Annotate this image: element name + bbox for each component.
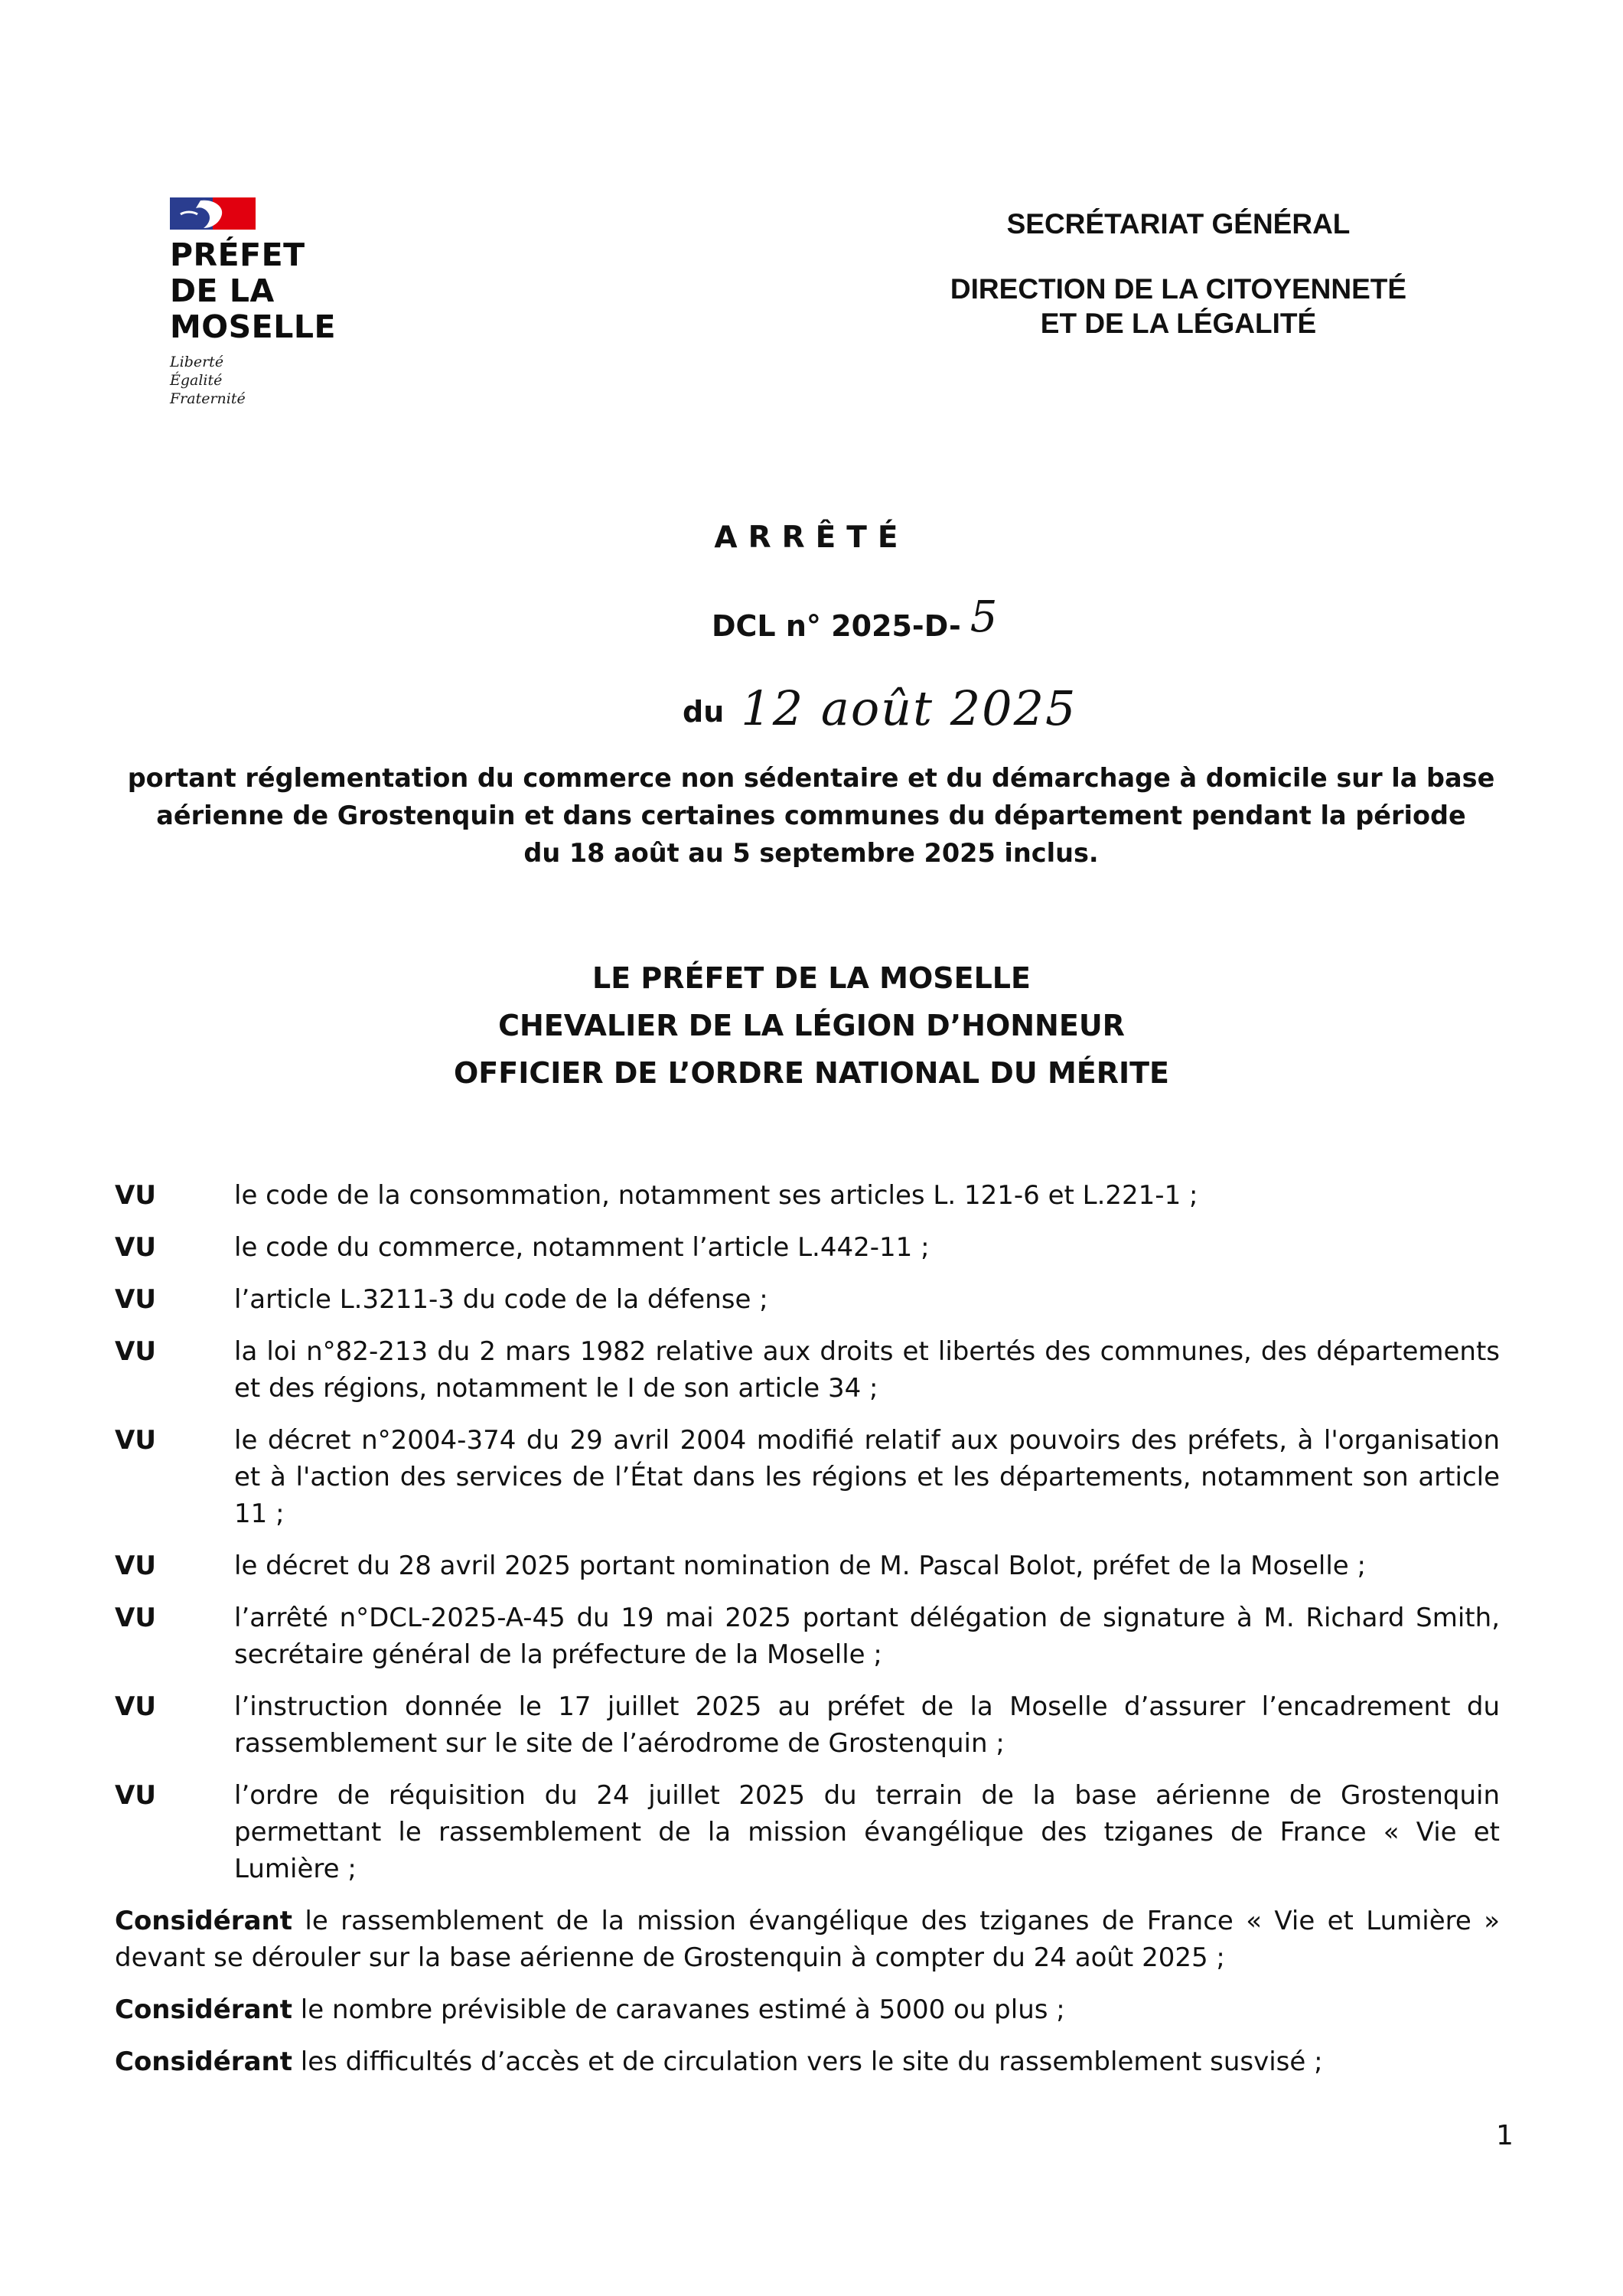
visa-key: VU <box>115 1180 156 1211</box>
arrete-subject <box>115 759 1507 872</box>
motto-egalite: Égalité <box>170 372 223 389</box>
visa-key: VU <box>115 1691 156 1722</box>
visa-item <box>115 1281 1500 1318</box>
visa-text: l’article L.3211-3 du code de la défense ; <box>234 1284 768 1315</box>
date-handwritten: 12 août 2025 <box>741 680 1077 736</box>
arrete-body <box>115 1177 1500 2095</box>
visa-key: VU <box>115 1336 156 1367</box>
logo-title-line1: PRÉFET <box>170 236 305 273</box>
visa-item <box>115 1229 1500 1266</box>
visa-text: l’instruction donnée le 17 juillet 2025 au préfet de la Moselle d’assurer l’encadrement du rassemblement sur le site de l’aérodrome de Grostenquin ; <box>234 1691 1500 1759</box>
visa-item <box>115 1548 1500 1584</box>
logo-title <box>170 237 445 345</box>
visa-text: le code de la consommation, notamment ses articles L. 121-6 et L.221-1 ; <box>234 1180 1198 1211</box>
issuing-service <box>903 207 1454 341</box>
visa-text: l’ordre de réquisition du 24 juillet 2025 du terrain de la base aérienne de Grostenquin permettant le rassemblement de la mission évangélique des tziganes de France « Vie et Lumière ; <box>234 1780 1500 1884</box>
arrete-number-handwritten: 5 <box>970 592 998 642</box>
considerant-item <box>115 1903 1500 1976</box>
visa-key: VU <box>115 1603 156 1633</box>
visa-text: le décret du 28 avril 2025 portant nomination de M. Pascal Bolot, préfet de la Moselle ; <box>234 1551 1366 1581</box>
subject-line1: portant réglementation du commerce non sédentaire et du démarchage à domicile sur la base <box>127 763 1495 793</box>
motto-fraternite: Fraternité <box>170 390 246 407</box>
considerant-text: le nombre prévisible de caravanes estimé à 5000 ou plus ; <box>300 1994 1065 2025</box>
considerant-text: les difficultés d’accès et de circulation vers le site du rassemblement susvisé ; <box>300 2047 1323 2077</box>
visa-key: VU <box>115 1232 156 1263</box>
visa-text: le décret n°2004-374 du 29 avril 2004 modifié relatif aux pouvoirs des préfets, à l'organisation et à l'action des services de l’État dans les régions et les départements, notamment son article 11 ; <box>234 1425 1500 1529</box>
arrete-date <box>683 677 1077 736</box>
authority-line2: CHEVALIER DE LA LÉGION D’HONNEUR <box>498 1009 1125 1042</box>
subject-line3: du 18 août au 5 septembre 2025 inclus. <box>523 838 1099 868</box>
visa-text: le code du commerce, notamment l’article L.442-11 ; <box>234 1232 930 1263</box>
direction-line1: DIRECTION DE LA CITOYENNETÉ <box>950 273 1407 305</box>
arrete-number-prefix: DCL n° 2025-D- <box>712 609 961 643</box>
authority-line3: OFFICIER DE L’ORDRE NATIONAL DU MÉRITE <box>454 1056 1169 1090</box>
considerant-key: Considérant <box>115 1994 292 2025</box>
visa-item <box>115 1777 1500 1887</box>
considerant-item <box>115 2043 1500 2080</box>
visa-item <box>115 1177 1500 1214</box>
authority-line1: LE PRÉFET DE LA MOSELLE <box>592 961 1031 995</box>
logo-title-line2: DE LA MOSELLE <box>170 272 336 345</box>
considerant-text: le rassemblement de la mission évangélique des tziganes de France « Vie et Lumière » devant se dérouler sur la base aérienne de Grostenquin à compter du 24 août 2025 ; <box>115 1906 1500 1973</box>
direction-line2: ET DE LA LÉGALITÉ <box>1040 308 1317 339</box>
visa-item <box>115 1333 1500 1407</box>
subject-line2: aérienne de Grostenquin et dans certaines communes du département pendant la période <box>156 801 1466 830</box>
motto-liberte: Liberté <box>170 354 224 370</box>
service-name: SECRÉTARIAT GÉNÉRAL <box>1006 208 1351 240</box>
considerant-item <box>115 1991 1500 2028</box>
considerant-key: Considérant <box>115 2047 292 2077</box>
visa-key: VU <box>115 1425 156 1456</box>
marianne-emblem-icon <box>170 197 256 230</box>
date-prefix: du <box>683 695 725 729</box>
page-number: 1 <box>1496 2120 1514 2151</box>
visa-text: la loi n°82-213 du 2 mars 1982 relative aux droits et libertés des communes, des départements et des régions, notamment le I de son article 34 ; <box>234 1336 1500 1404</box>
visa-item <box>115 1600 1500 1673</box>
prefect-titles <box>0 954 1623 1097</box>
visa-item <box>115 1688 1500 1762</box>
document-type-title: ARRÊTÉ <box>714 520 909 555</box>
visa-key: VU <box>115 1284 156 1315</box>
prefecture-logo <box>170 197 445 408</box>
visa-key: VU <box>115 1780 156 1811</box>
arrete-number <box>712 592 998 647</box>
considerant-key: Considérant <box>115 1906 292 1936</box>
visa-key: VU <box>115 1551 156 1581</box>
visa-text: l’arrêté n°DCL-2025-A-45 du 19 mai 2025 portant délégation de signature à M. Richard Smith, secrétaire général de la préfecture de la Moselle ; <box>234 1603 1500 1670</box>
republic-motto <box>170 353 445 408</box>
visa-item <box>115 1422 1500 1532</box>
